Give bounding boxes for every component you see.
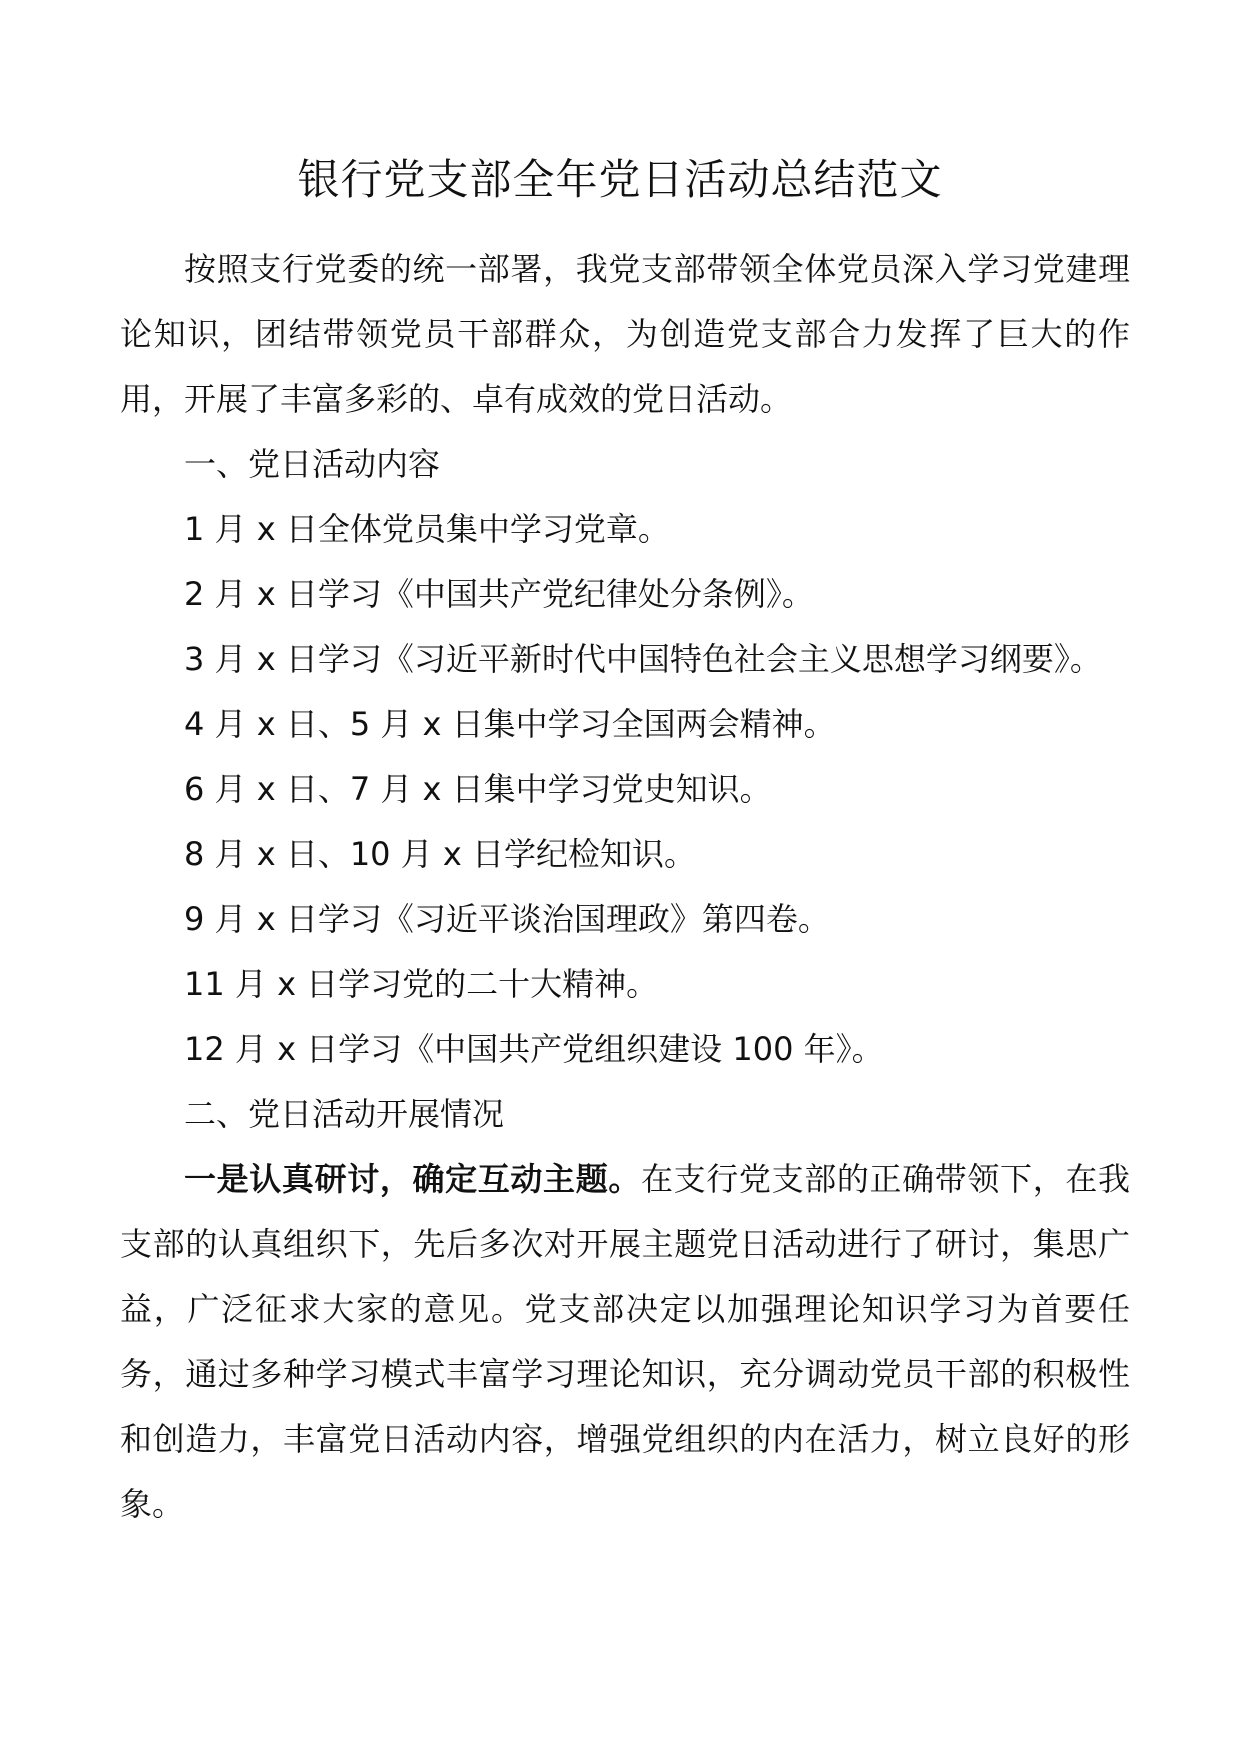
document-title: 银行党支部全年党日活动总结范文 [297,155,943,204]
activity-item: 1 月 x 日全体党员集中学习党章。 [184,510,670,548]
activity-item: 6 月 x 日、7 月 x 日集中学习党史知识。 [184,770,772,808]
activity-item: 9 月 x 日学习《习近平谈治国理政》第四卷。 [184,900,830,938]
activity-item: 3 月 x 日学习《习近平新时代中国特色社会主义思想学习纲要》。 [184,640,1102,678]
section-heading-content: 一、党日活动内容 [184,445,441,483]
document-body [120,237,1130,1537]
activity-item: 11 月 x 日学习党的二十大精神。 [184,965,659,1003]
activity-item: 2 月 x 日学习《中国共产党纪律处分条例》。 [184,575,814,613]
paragraph-lead: 一是认真研讨，确定互动主题。 [184,1160,641,1198]
activity-item: 8 月 x 日、10 月 x 日学纪检知识。 [184,835,696,873]
activity-item: 4 月 x 日、5 月 x 日集中学习全国两会精神。 [184,705,836,743]
progress-paragraph [120,1147,1130,1537]
activity-item: 12 月 x 日学习《中国共产党组织建设 100 年》。 [184,1030,884,1068]
section-heading-progress: 二、党日活动开展情况 [184,1095,505,1133]
intro-paragraph: 按照支行党委的统一部署，我党支部带领全体党员深入学习党建理论知识，团结带领党员干部群众，为创造党支部合力发挥了巨大的作用，开展了丰富多彩的、卓有成效的党日活动。 [120,250,1130,418]
paragraph-text: 在支行党支部的正确带领下，在我支部的认真组织下，先后多次对开展主题党日活动进行了研讨，集思广益，广泛征求大家的意见。党支部决定以加强理论知识学习为首要任务，通过多种学习模式丰富学习理论知识，充分调动党员干部的积极性和创造力，丰富党日活动内容，增强党组织的内在活力，树立良好的形象。 [120,1160,1130,1523]
